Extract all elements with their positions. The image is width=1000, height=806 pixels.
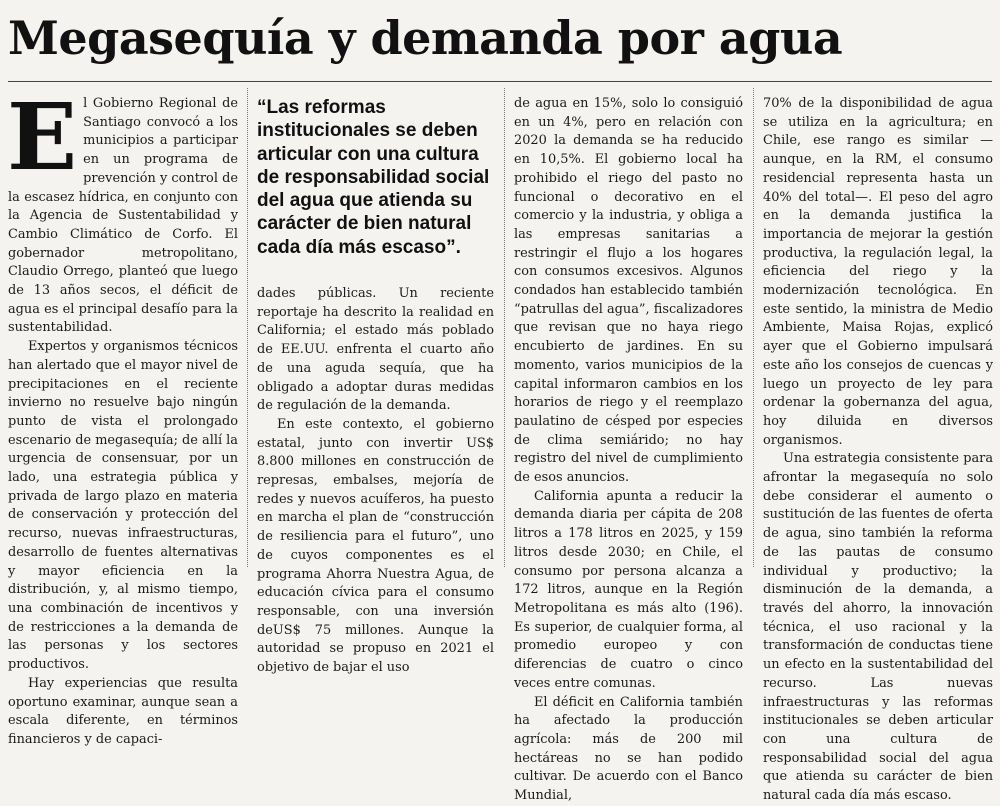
paragraph: Expertos y organismos técnicos han alertado que el mayor nivel de precipitaciones en el reciente invierno no resuelve bajo ningún punto de vista el prolongado escenario de megasequía; de allí la urgencia de consensuar, por un lado, una estrategia pública y privada de largo plazo en materia de conservación y protección del recurso, nuevas infraestructuras, desarrollo de fuentes alternativas y mayor eficiencia en la distribución, y, al mismo tiempo, una combinación de incentivos y de restricciones a la demanda de las personas y los sectores productivos. (8, 339, 238, 673)
paragraph: 70% de la disponibilidad de agua se utiliza en la agricultura; en Chile, ese rango es similar —aunque, en la RM, el consumo residencial representa hasta un 40% del total—. El peso del agro en la demanda justifica la importancia de mejorar la gestión productiva, la regulación legal, la eficiencia del riego y la modernización tecnológica. En este sentido, la ministra de Medio Ambiente, Maisa Rojas, explicó ayer que el Gobierno impulsará este año los consejos de cuencas y luego un proyecto de ley para ordenar la gobernanza del agua, hoy diluida en diversos organismos. (763, 96, 993, 448)
column-4 (763, 95, 993, 806)
column-3 (514, 95, 743, 806)
drop-cap: E (7, 83, 78, 191)
paragraph (7, 83, 238, 338)
paragraph: Una estrategia consistente para afrontar la megasequía no solo debe considerar el aumento o sustitución de las fuentes de oferta de agua, sino también la reforma de las pautas de consumo individual y productivo; la disminución de la demanda, a través del ahorro, la innovación técnica, el uso racional y la transformación de conductas tiene un efecto en la sustentabilidad del recurso. Las nuevas infraestructuras y las reformas institucionales se deben articular con una cultura de responsabilidad social del agua que atienda su carácter de bien natural cada día más escaso. (763, 451, 994, 804)
paragraph: En este contexto, el gobierno estatal, junto con invertir US$ 8.800 millones en construcción de represas, embalses, mejoría de redes y nuevos acuíferos, ha puesto en marcha el plan de “construcción de resiliencia para el futuro”, uno de cuyos componentes es el programa Ahorra Nuestra Agua, de educación cívica para el consumo responsable, con una inversión deUS$ 75 millones. Aunque la autoridad se propuso en 2021 el objetivo de bajar el uso (257, 416, 494, 676)
paragraph: Hay experiencias que resulta oportuno examinar, aunque sean a escala diferente, en términos financieros y de capaci- (8, 675, 238, 747)
paragraph-text: l Gobierno Regional de Santiago convocó a los municipios a participar en un programa de prevención y control de la escasez hídrica, en conjunto con la Agencia de Sustentabilidad y Cambio Climático de Corfo. El gobernador metropolitano, Claudio Orrego, planteó que luego de 13 años secos, el déficit de agua es el principal desafío para la sustentabilidad. (8, 96, 238, 336)
paragraph: de agua en 15%, solo lo consiguió en un 4%, pero en relación con 2020 la demanda se ha reducido en 10,5%. El gobierno local ha prohibido el riego del pasto no funcional o decorativo en el comercio y la industria, y obliga a las empresas sanitarias a restringir el flujo a los hogares con consumos excesivos. Algunos condados han establecido también “patrullas del agua”, fiscalizadores que revisan que no haya riego encubierto de jardines. En su momento, varios municipios de la capital informaron cambios en los horarios de riego y el reemplazo paulatino de césped por especies de clima semiárido; no hay registro del nivel de cumplimiento de esos anuncios. (514, 96, 743, 486)
paragraph: California apunta a reducir la demanda diaria per cápita de 208 litros a 178 litros en 2025, y 159 litros desde 2030; en Chile, el consumo por persona alcanza a 172 litros, aunque en la Región Metropolitana es más alto (196). Es superior, de cualquier forma, al promedio europeo y con diferencias de cuatro o cinco veces entre comunas. (514, 488, 743, 691)
headline: Megasequía y demanda por agua (8, 11, 843, 65)
paragraph: El déficit en California también ha afectado la producción agrícola: más de 200 mil hectáreas no se han podido cultivar. De acuerdo con el Banco Mundial, (514, 694, 743, 804)
column-1 (7, 83, 238, 750)
pull-quote: “Las reformas institucionales se deben articular con una cultura de responsabilidad social del agua que atienda su carácter de bien natural cada día más escaso”. (257, 97, 490, 258)
paragraph: dades públicas. Un reciente reportaje ha descrito la realidad en California; el estado más poblado de EE.UU. enfrenta el cuarto año de una aguda sequía, que ha obligado a adoptar duras medidas de regulación de la demanda. (257, 286, 494, 414)
column-separator (247, 88, 248, 567)
column-2 (257, 285, 494, 678)
headline-rule (8, 81, 992, 82)
column-separator (504, 88, 505, 567)
column-separator (753, 88, 754, 567)
